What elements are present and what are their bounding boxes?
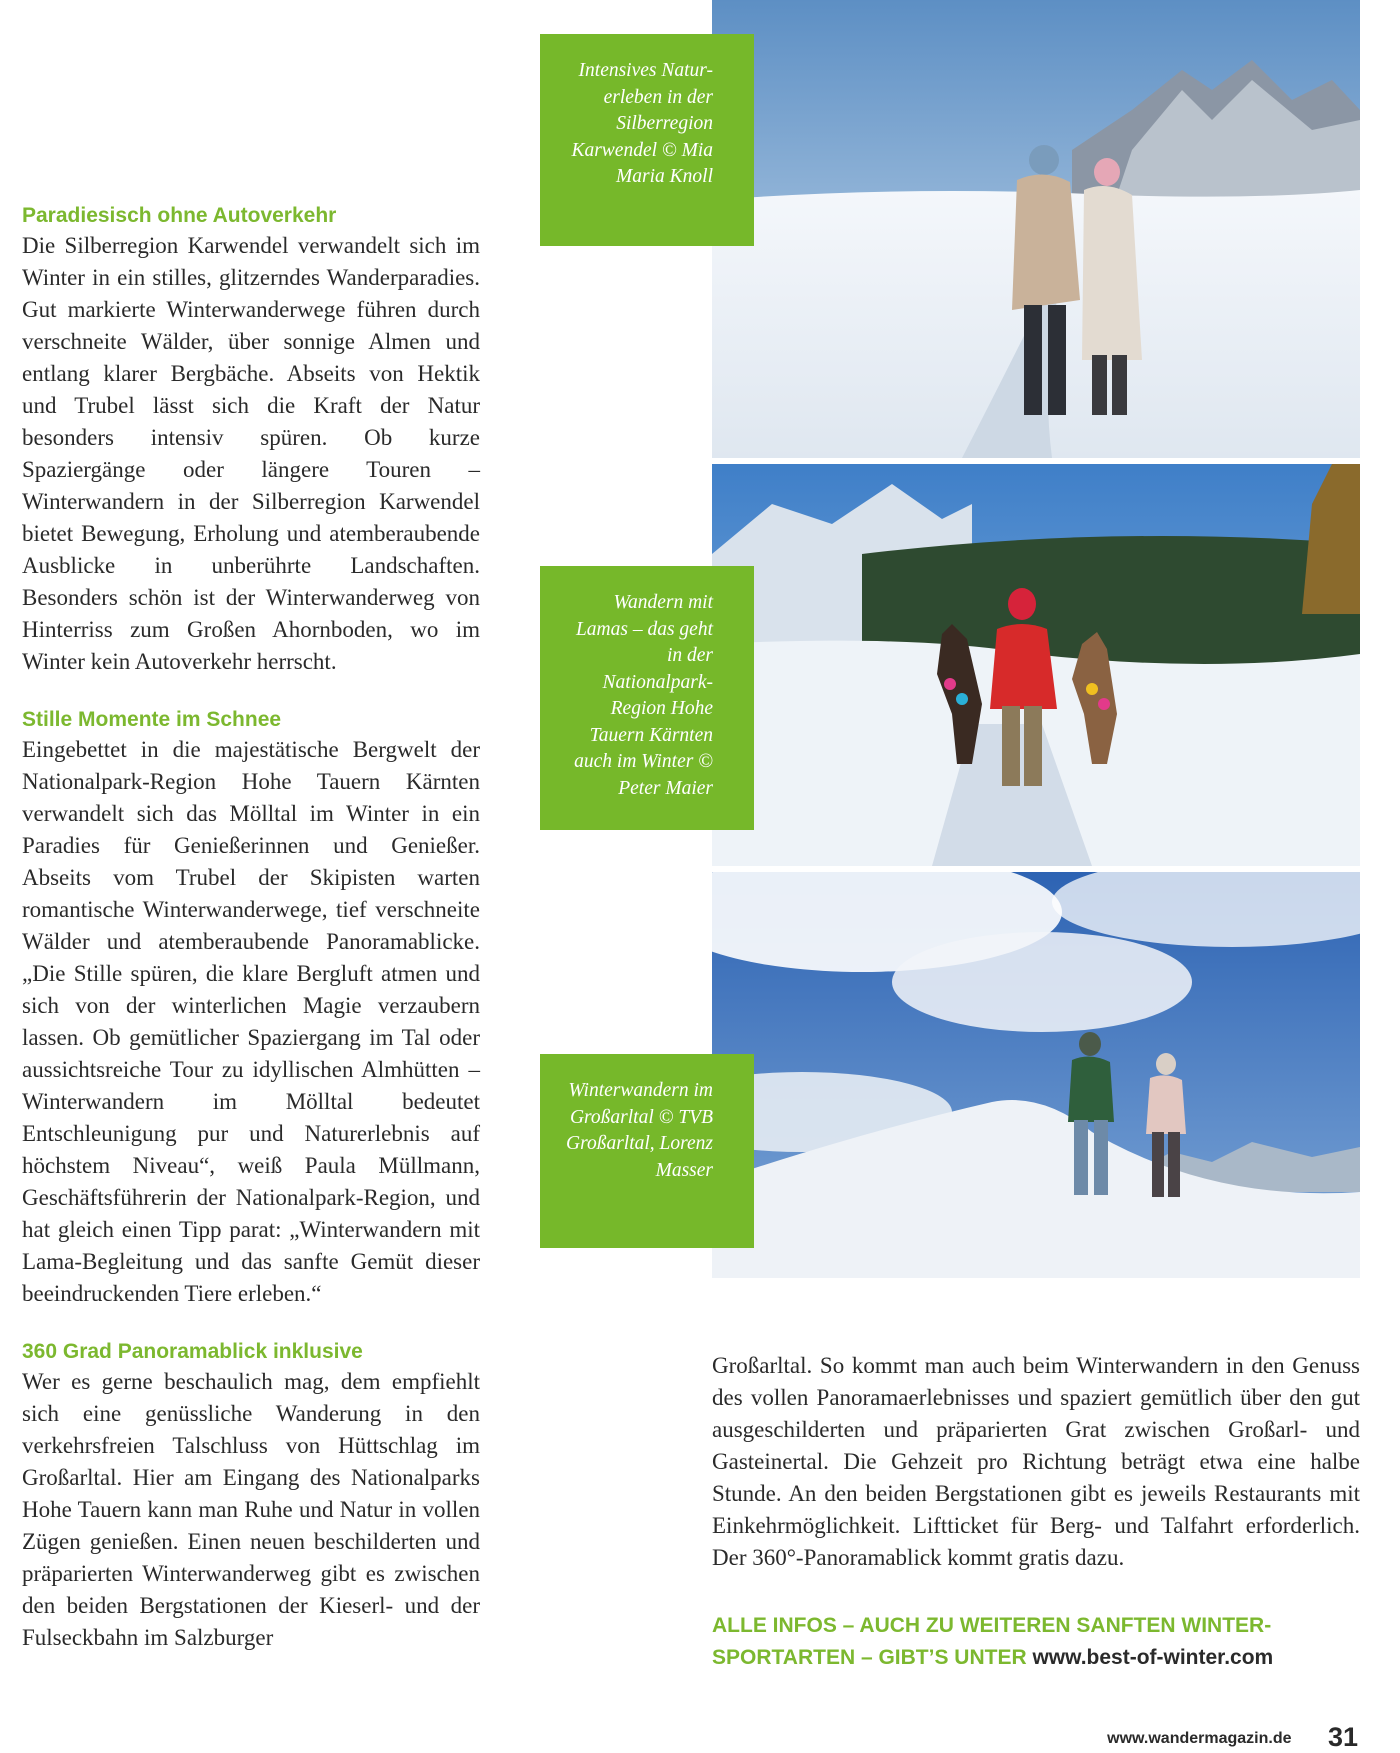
photo-couple-snow-walk <box>712 0 1360 458</box>
info-callout-text: ALLE INFOS – AUCH ZU WEITEREN SANFTEN WINTER-SPORTARTEN – GIBT’S UNTER <box>712 1614 1272 1669</box>
right-column <box>712 1350 1360 1574</box>
info-callout <box>712 1610 1312 1674</box>
section-body-stille-momente: Eingebettet in die majestätische Bergwelt der Nationalpark-Region Hohe Tauern Kärnten verwandelt sich das Mölltal im Winter in ein Paradies für Genießerinnen und Genießer. Abseits vom Trubel der Skipisten warten romantische Winterwanderwege, tief verschneite Wälder und atemberaubende Panoramablicke. „Die Stille spüren, die klare Bergluft atmen und sich von der winterlichen Magie verzaubern lassen. Ob gemütlicher Spaziergang im Tal oder aussichtsreiche Tour zu idyllischen Almhütten – Winterwandern im Mölltal bedeutet Entschleunigung pur und Naturerlebnis auf höchstem Niveau“, weiß Paula Müllmann, Geschäftsführerin der Nationalpark-Region, und hat gleich einen Tipp parat: „Winterwandern mit Lama-Begleitung und das sanfte Gemüt dieser beeindruckenden Tiere erleben.“ <box>22 737 480 1306</box>
photo-caption-grossarltal: Winterwandern im Großarltal © TVB Großarltal, Lorenz Masser <box>540 1054 754 1248</box>
section-heading-stille-momente: Stille Momente im Schnee <box>22 708 282 731</box>
best-of-winter-link[interactable]: www.best-of-winter.com <box>1032 1646 1274 1669</box>
section-body-360-grad: Wer es gerne beschaulich mag, dem empfiehlt sich eine genüssliche Wanderung in den verkehrsfreien Talschluss von Hüttschlag im Großarltal. Hier am Eingang des Nationalparks Hohe Tauern kann man Ruhe und Natur in vollen Zügen genießen. Einen neuen beschilderten und präparierten Winterwanderweg gibt es zwischen den beiden Bergstationen der Kieserl- und der Fulseckbahn im Salzburger <box>22 1369 480 1650</box>
footer-website[interactable]: www.wandermagazin.de <box>1107 1730 1292 1747</box>
photo-lama-hike <box>712 464 1360 866</box>
photo-grossarltal-ridge <box>712 872 1360 1278</box>
section-heading-paradiesisch: Paradiesisch ohne Autoverkehr <box>22 204 337 227</box>
page-footer <box>1107 1722 1358 1753</box>
page-number: 31 <box>1327 1722 1358 1752</box>
section-body-360-grad-continued: Großarltal. So kommt man auch beim Winterwandern in den Genuss des vollen Panoramaerlebnisses und spaziert gemütlich über den gut ausgeschilderten und präparierten Grat zwischen Großarl- und Gasteinertal. Die Gehzeit pro Richtung beträgt etwa eine halbe Stunde. An den beiden Bergstationen gibt es jeweils Restaurants mit Einkehrmöglichkeit. Liftticket für Berg- und Talfahrt erforderlich. Der 360°-Panoramablick kommt gratis dazu. <box>712 1353 1360 1570</box>
photo-caption-karwendel: Intensives Natur-erleben in der Silberregion Karwendel © Mia Maria Knoll <box>540 34 754 246</box>
photo-caption-lamas: Wandern mit Lamas – das geht in der Nationalpark-Region Hohe Tauern Kärnten auch im Winter © Peter Maier <box>540 566 754 830</box>
section-heading-360-grad: 360 Grad Panoramablick inklusive <box>22 1340 363 1363</box>
section-body-paradiesisch: Die Silberregion Karwendel verwandelt sich im Winter in ein stilles, glitzerndes Wanderparadies. Gut markierte Winterwanderwege führen durch verschneite Wälder, über sonnige Almen und entlang klarer Bergbäche. Abseits von Hektik und Trubel lässt sich die Kraft der Natur besonders intensiv spüren. Ob kurze Spaziergänge oder längere Touren – Winterwandern in der Silberregion Karwendel bietet Bewegung, Erholung und atemberaubende Ausblicke in unberührte Landschaften. Besonders schön ist der Winterwanderweg von Hinterriss zum Großen Ahornboden, wo im Winter kein Autoverkehr herrscht. <box>22 233 480 674</box>
left-column <box>22 204 480 1654</box>
